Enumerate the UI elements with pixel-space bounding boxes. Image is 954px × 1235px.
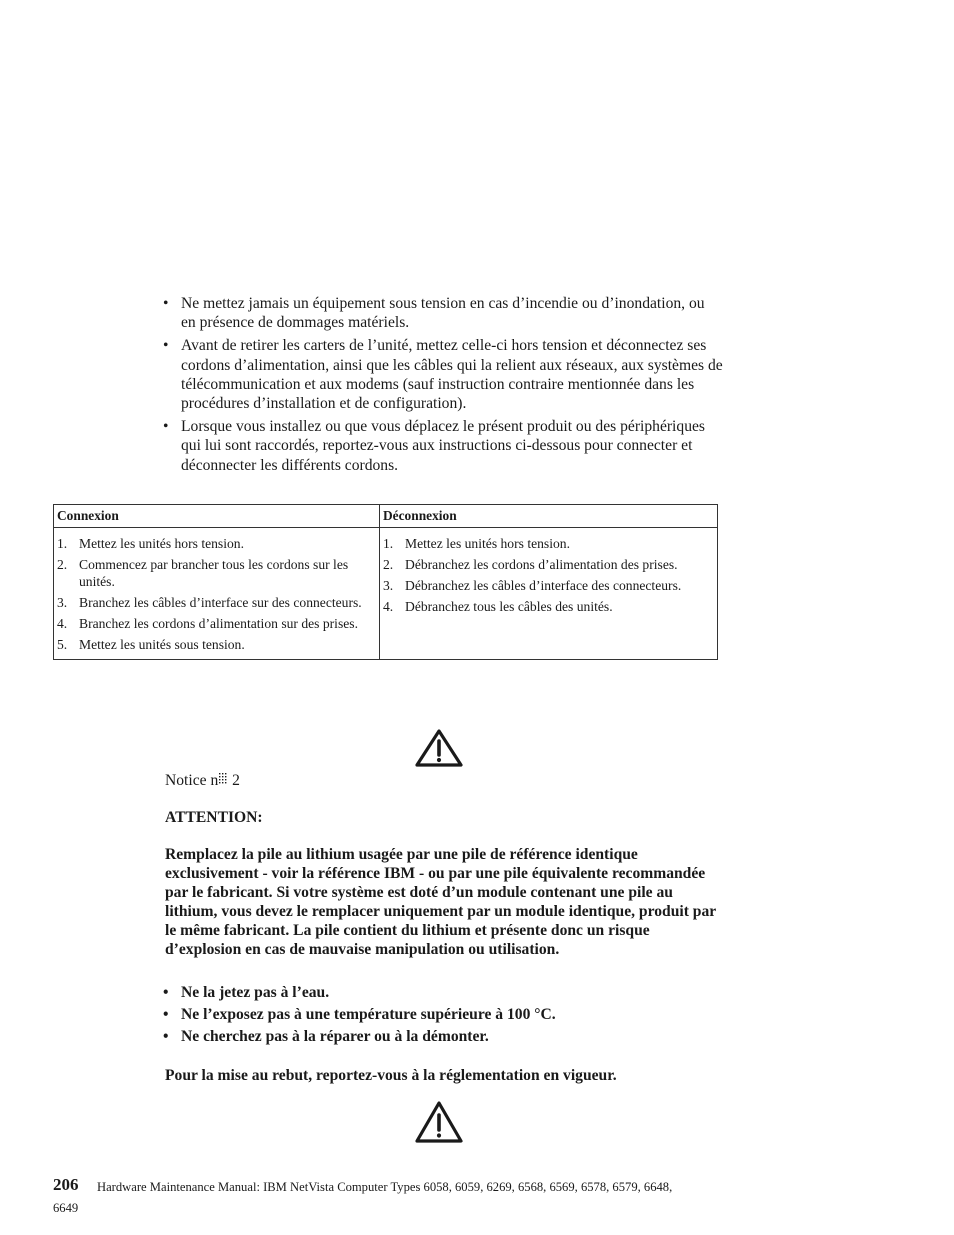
step-text: Mettez les unités sous tension. [79,637,245,652]
step-text: Débranchez les câbles d’interface des connecteurs. [405,578,682,593]
step-number: 1. [57,536,68,551]
page-number: 206 [53,1175,79,1194]
step-text: Mettez les unités hors tension. [405,536,570,551]
list-item: • Ne l’exposez pas à une température supérieure à 100 °C. [163,1005,723,1024]
warning-triangle-icon [414,1100,464,1140]
list-item: • Ne la jetez pas à l’eau. [163,983,723,1002]
step-item [57,535,376,552]
column-header-deconnexion: Déconnexion [380,505,718,528]
step-number: 5. [57,637,68,652]
step-text: Mettez les unités hors tension. [79,536,244,551]
column-header-connexion: Connexion [54,505,380,528]
step-text: Débranchez tous les câbles des unités. [405,599,613,614]
footer-title-continued: 6649 [53,1201,79,1215]
step-text: Branchez les câbles d’interface sur des connecteurs. [79,595,362,610]
step-number: 1. [383,536,394,551]
list-item: • Ne cherchez pas à la réparer ou à la démonter. [163,1027,723,1046]
step-item [57,594,376,611]
step-item [383,556,714,573]
warning-triangle-icon [414,728,464,768]
notice-label: Notice n [165,772,219,789]
step-item [383,598,714,615]
notice-number: 2 [232,772,240,789]
disposal-text: Pour la mise au rebut, reportez-vous à la réglementation en vigueur. [165,1067,617,1084]
deconnexion-steps [383,535,714,615]
step-number: 2. [383,557,394,572]
step-item [383,577,714,594]
step-item [57,556,376,590]
step-number: 2. [57,557,68,572]
step-text: Commencez par brancher tous les cordons sur les unités. [79,557,349,589]
connection-table [53,504,718,660]
step-number: 3. [383,578,394,593]
step-item [57,636,376,653]
step-text: Branchez les cordons d’alimentation sur des prises. [79,616,358,631]
step-number: 3. [57,595,68,610]
step-text: Débranchez les cordons d’alimentation des prises. [405,557,678,572]
list-item: • Ne mettez jamais un équipement sous tension en cas d’incendie ou d’inondation, ou en présence de dommages matériels. [163,294,723,332]
connexion-cell [54,528,380,660]
notice-symbol [218,772,228,789]
step-item [383,535,714,552]
footer-title: Hardware Maintenance Manual: IBM NetVista Computer Types 6058, 6059, 6269, 6568, 6569, 6578, 6579, 6648, [97,1180,673,1194]
step-number: 4. [57,616,68,631]
pile-bullet-list [163,983,723,1050]
notice-line [165,772,240,790]
list-item: • Avant de retirer les carters de l’unité, mettez celle-ci hors tension et déconnectez ses cordons d’alimentation, ainsi que les câbles qui la relient aux réseaux, aux systèmes de télécommunication et aux modems (sauf instruction contraire mentionnée dans les procédures d’installation et de configuration). [163,336,723,413]
intro-bullet-list [163,294,723,479]
deconnexion-cell [380,528,718,660]
attention-label: ATTENTION: [165,809,263,826]
warning-text: Remplacez la pile au lithium usagée par une pile de référence identique exclusivement - voir la référence IBM - ou par une pile équivalente recommandée par le fabricant. Si votre système est doté d’un module contenant une pile au lithium, vous devez le remplacer uniquement par un module identique, produit par le même fabricant. La pile contient du lithium et présente donc un risque d’explosion en cas de mauvaise manipulation ou utilisation. [165,846,716,958]
connexion-steps [57,535,376,653]
step-number: 4. [383,599,394,614]
list-item: • Lorsque vous installez ou que vous déplacez le présent produit ou des périphériques qui lui sont raccordés, reportez-vous aux instructions ci-dessous pour connecter et déconnecter les différents cordons. [163,417,723,475]
step-item [57,615,376,632]
